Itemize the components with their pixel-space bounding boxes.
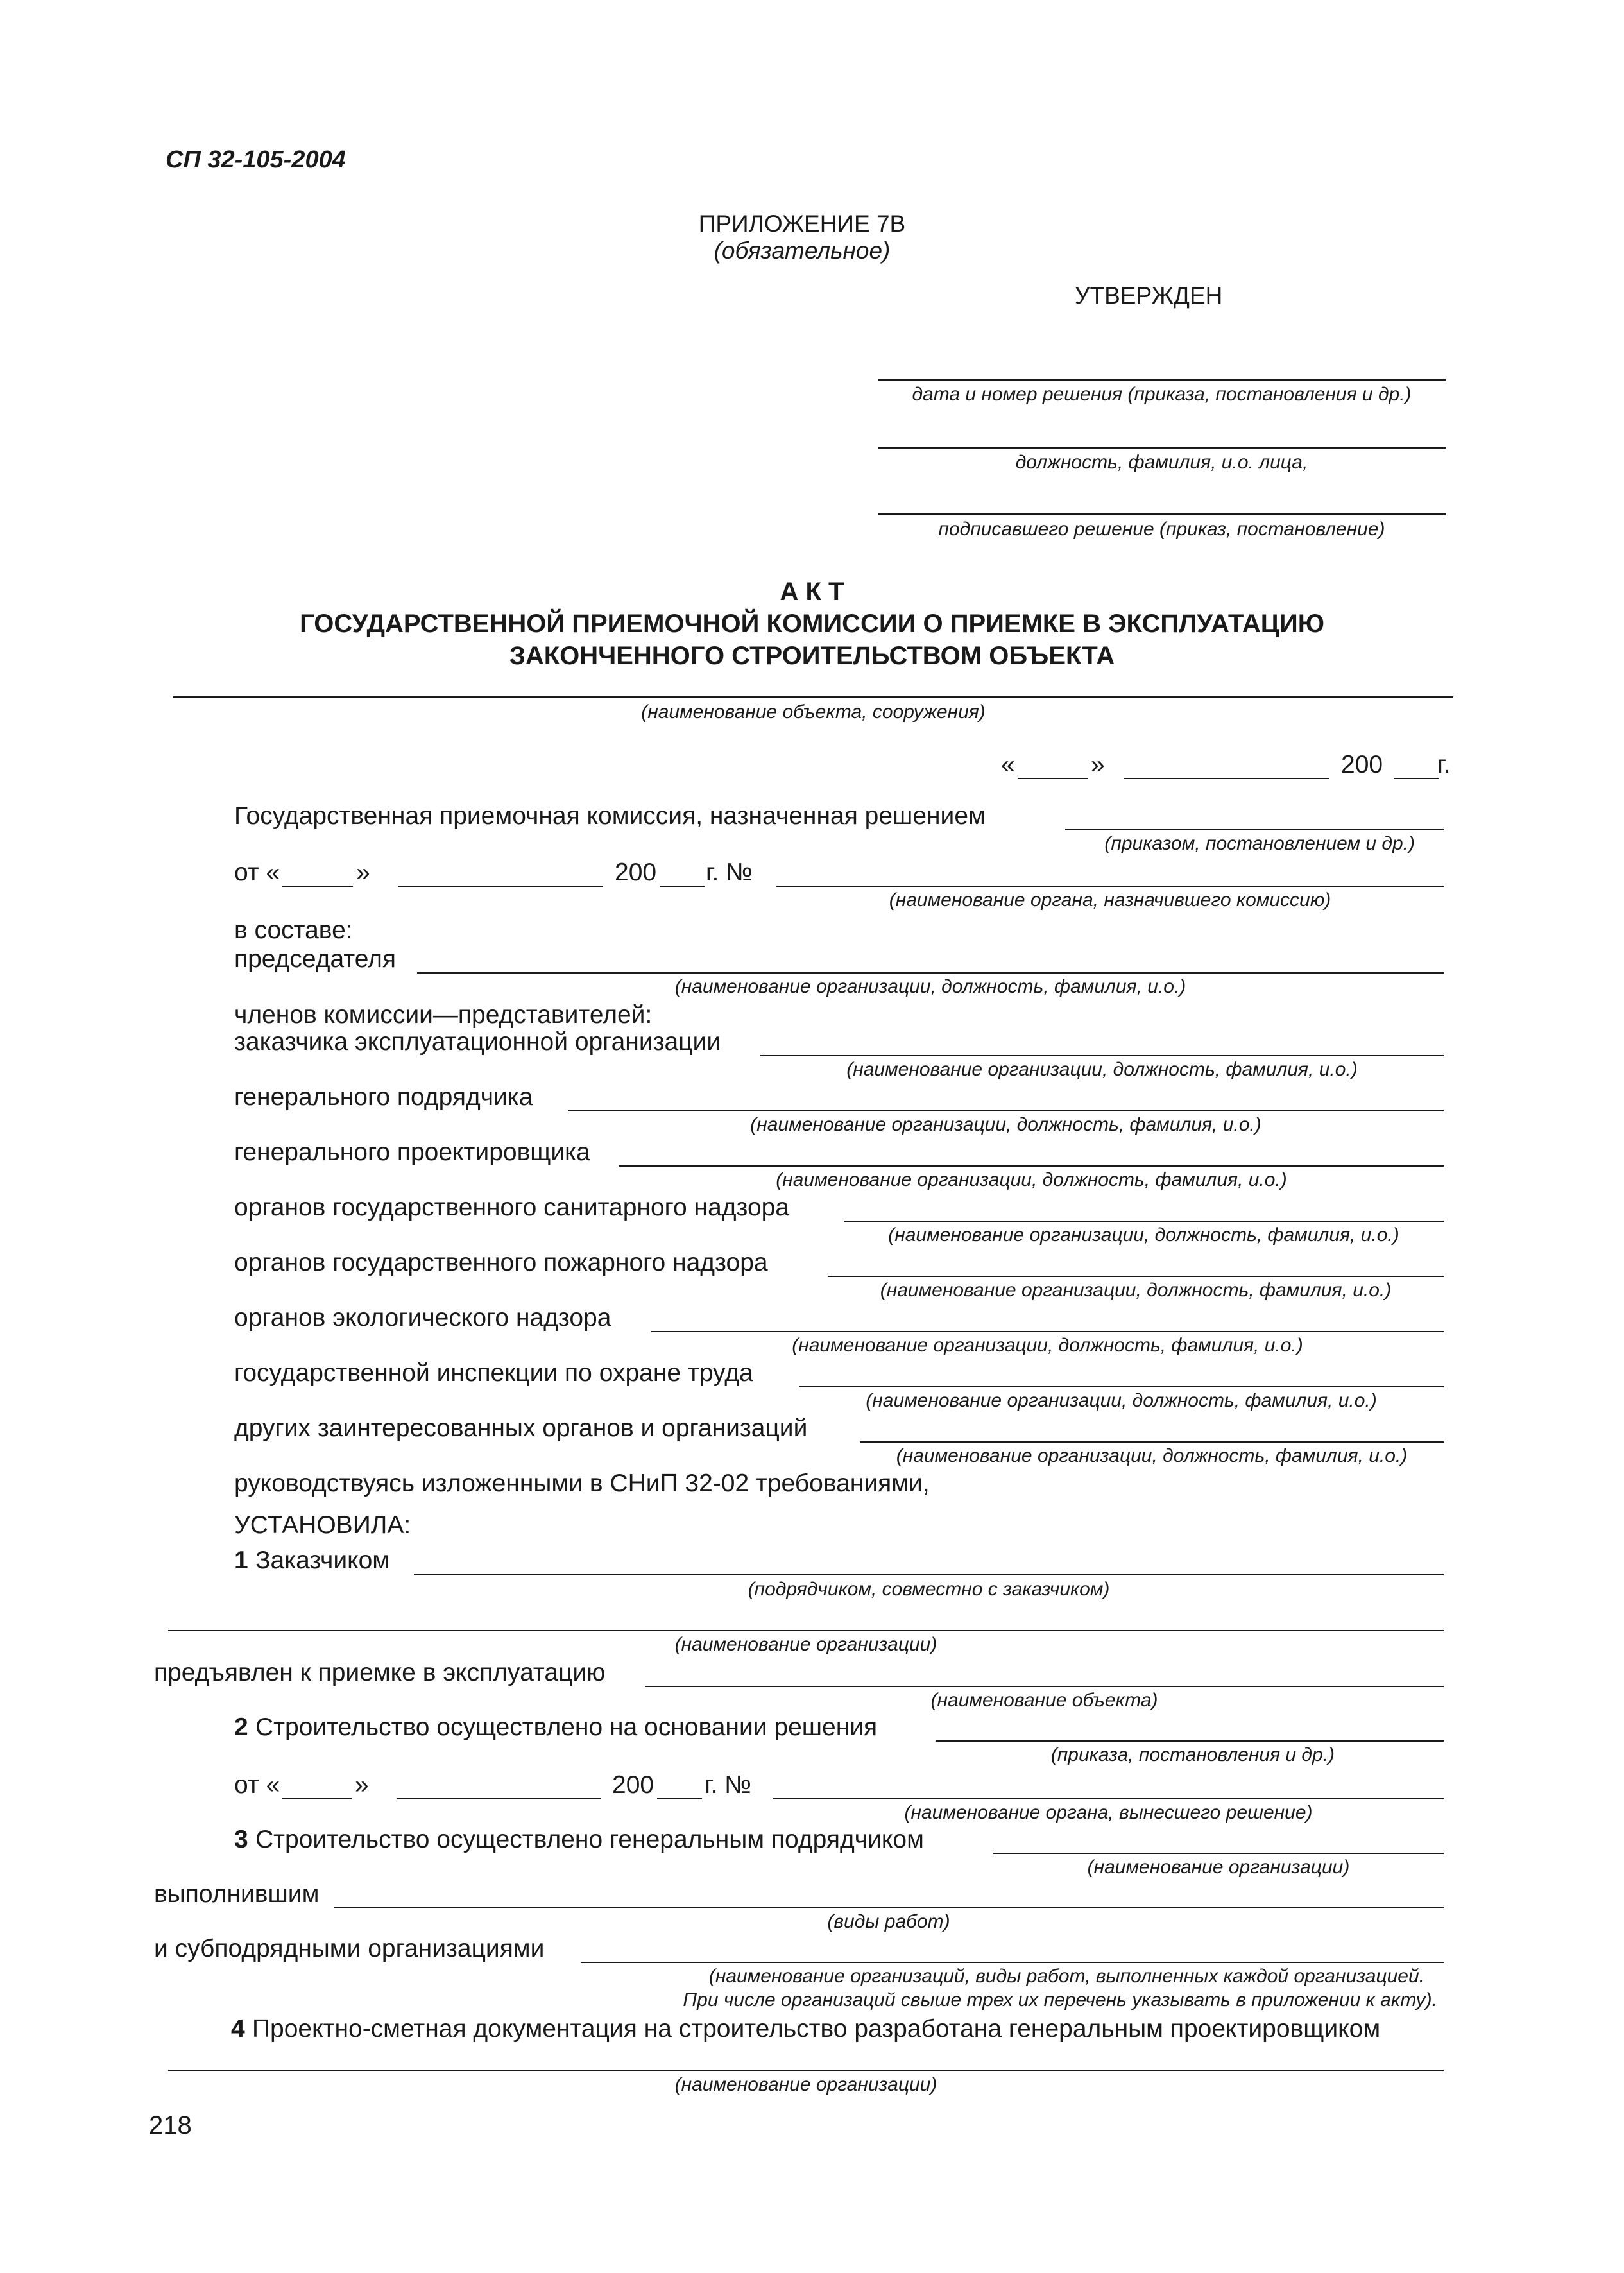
member-caption-designer: (наименование организации, должность, фамилия, и.о.): [776, 1169, 1287, 1190]
item-1-line-1: [414, 1574, 1444, 1575]
item-3-text: Строительство осуществлено генеральным подрядчиком: [255, 1826, 924, 1853]
established-label: УСТАНОВИЛА:: [234, 1511, 411, 1539]
member-row-other: других заинтересованных органов и организаций: [234, 1414, 808, 1442]
member-line-designer: [619, 1165, 1444, 1167]
member-caption-other: (наименование организации, должность, фамилия, и.о.): [896, 1445, 1408, 1466]
commission-month-line: [398, 886, 603, 887]
item-3-caption-3: (наименование организаций, виды работ, выполненных каждой организацией.: [708, 1966, 1424, 1987]
item-1-number: 1: [234, 1547, 248, 1574]
act-title-line-2: ГОСУДАРСТВЕННОЙ ПРИЕМОЧНОЙ КОМИССИИ О ПРИЕМКЕ В ЭКСПЛУАТАЦИЮ: [300, 610, 1324, 638]
commission-year-line: [660, 886, 705, 887]
item-1-caption-3: (наименование объекта): [930, 1690, 1158, 1711]
member-caption-customer: (наименование организации, должность, фамилия, и.о.): [846, 1059, 1358, 1080]
approval-line-2: [878, 447, 1446, 449]
item-2-from: от «: [234, 1771, 280, 1799]
item-3-caption-2: (виды работ): [827, 1911, 950, 1932]
commission-number: г. №: [706, 859, 753, 886]
item-3-sub: и субподрядными организациями: [154, 1935, 545, 1962]
object-caption: (наименование объекта, сооружения): [641, 701, 986, 723]
item-4-caption: (наименование организации): [674, 2074, 937, 2095]
act-title-line-1: А К Т: [780, 578, 844, 606]
item-4-number: 4: [231, 2015, 245, 2043]
date-year: 200: [1341, 751, 1383, 778]
member-caption-fire: (наименование организации, должность, фамилия, и.о.): [880, 1280, 1392, 1301]
approval-caption-2: должность, фамилия, и.о. лица,: [1015, 452, 1308, 473]
member-row-labor: государственной инспекции по охране труда: [234, 1359, 753, 1387]
page-number: 218: [149, 2111, 192, 2140]
chairman-caption: (наименование организации, должность, фамилия, и.о.): [674, 976, 1186, 997]
member-line-other: [860, 1441, 1444, 1443]
member-row-ecology: органов экологического надзора: [234, 1304, 611, 1332]
item-3-line-3: [581, 1962, 1444, 1963]
item-3-done: выполнившим: [154, 1880, 320, 1908]
member-row-contractor: генерального подрядчика: [234, 1083, 533, 1111]
item-1-text: Заказчиком: [255, 1547, 390, 1574]
date-day-line: [1018, 778, 1088, 779]
item-1-caption-1: (подрядчиком, совместно с заказчиком): [748, 1579, 1110, 1600]
member-caption-labor: (наименование организации, должность, фамилия, и.о.): [866, 1390, 1377, 1411]
composition-label: в составе:: [234, 916, 353, 944]
item-2-number-label: г. №: [705, 1771, 751, 1799]
member-row-fire: органов государственного пожарного надзора: [234, 1249, 768, 1276]
approval-line-1: [878, 379, 1446, 381]
item-4-text: Проектно-сметная документация на строительство разработана генеральным проектировщиком: [252, 2015, 1381, 2043]
item-4-line: [168, 2070, 1444, 2071]
item-3-caption-1: (наименование организации): [1087, 1857, 1350, 1878]
commission-year: 200: [615, 859, 657, 886]
act-title-line-3: ЗАКОНЧЕННОГО СТРОИТЕЛЬСТВОМ ОБЪЕКТА: [509, 642, 1115, 670]
item-1-presented: предъявлен к приемке в эксплуатацию: [154, 1659, 606, 1686]
member-row-customer: заказчика эксплуатационной организации: [234, 1028, 721, 1056]
date-year-line: [1394, 778, 1439, 779]
item-3-line-1: [993, 1853, 1444, 1854]
item-1-caption-2: (наименование организации): [674, 1634, 937, 1655]
commission-organ-caption: (наименование органа, назначившего комиссию): [889, 889, 1331, 911]
member-caption-sanitary: (наименование организации, должность, фамилия, и.о.): [888, 1224, 1399, 1246]
date-month-line: [1124, 778, 1329, 779]
date-suffix: г.: [1437, 751, 1451, 778]
commission-intro-caption: (приказом, постановлением и др.): [1104, 833, 1415, 854]
member-caption-contractor: (наименование организации, должность, фамилия, и.о.): [750, 1114, 1261, 1135]
approval-caption-1: дата и номер решения (приказа, постановления и др.): [912, 384, 1412, 405]
item-2-year-line: [657, 1798, 702, 1799]
commission-from: от «: [234, 859, 280, 886]
date-open-quote: «: [1001, 751, 1015, 778]
approval-caption-3: подписавшего решение (приказ, постановление): [938, 519, 1385, 540]
approval-label: УТВЕРЖДЕН: [1075, 282, 1223, 309]
commission-organ-line: [776, 886, 1444, 887]
item-2-month-line: [397, 1798, 601, 1799]
commission-from-close: »: [356, 859, 370, 886]
commission-day-line: [282, 886, 353, 887]
guided-text: руководствуясь изложенными в СНиП 32-02 требованиями,: [234, 1470, 930, 1497]
date-close-quote: »: [1091, 751, 1105, 778]
item-1-line-3: [645, 1686, 1444, 1687]
member-line-sanitary: [844, 1221, 1444, 1222]
item-2-line-1: [936, 1740, 1444, 1742]
member-line-contractor: [568, 1110, 1444, 1111]
item-1-line-2: [168, 1630, 1444, 1631]
member-row-designer: генерального проектировщика: [234, 1138, 590, 1166]
item-2-caption-2: (наименование органа, вынесшего решение): [904, 1802, 1313, 1823]
chairman-label: председателя: [234, 945, 397, 973]
item-2-day-line: [282, 1798, 352, 1799]
item-2-text: Строительство осуществлено на основании решения: [255, 1713, 878, 1741]
object-name-line: [173, 696, 1453, 698]
member-line-customer: [760, 1055, 1444, 1056]
item-2-year: 200: [612, 1771, 654, 1799]
chairman-line: [417, 972, 1444, 974]
commission-intro: Государственная приемочная комиссия, назначенная решением: [234, 802, 986, 830]
member-line-ecology: [651, 1331, 1444, 1332]
approval-line-3: [878, 513, 1446, 515]
members-label: членов комиссии—представителей:: [234, 1001, 653, 1029]
appendix-title: ПРИЛОЖЕНИЕ 7В: [698, 210, 906, 237]
item-2-from-close: »: [355, 1771, 369, 1799]
item-3-line-2: [334, 1907, 1444, 1908]
item-2-caption-1: (приказа, постановления и др.): [1050, 1744, 1335, 1765]
appendix-note: (обязательное): [714, 237, 891, 264]
item-3-caption-4: При числе организаций свыше трех их перечень указывать в приложении к акту).: [683, 1989, 1437, 2011]
item-2-number: 2: [234, 1713, 248, 1741]
member-line-fire: [828, 1276, 1444, 1277]
member-caption-ecology: (наименование организации, должность, фамилия, и.о.): [792, 1335, 1303, 1356]
item-3-number: 3: [234, 1826, 248, 1853]
member-row-sanitary: органов государственного санитарного надзора: [234, 1194, 790, 1221]
document-code: СП 32-105-2004: [166, 146, 346, 173]
item-2-organ-line: [773, 1798, 1444, 1799]
commission-decision-line: [1065, 829, 1444, 830]
member-line-labor: [799, 1386, 1444, 1387]
